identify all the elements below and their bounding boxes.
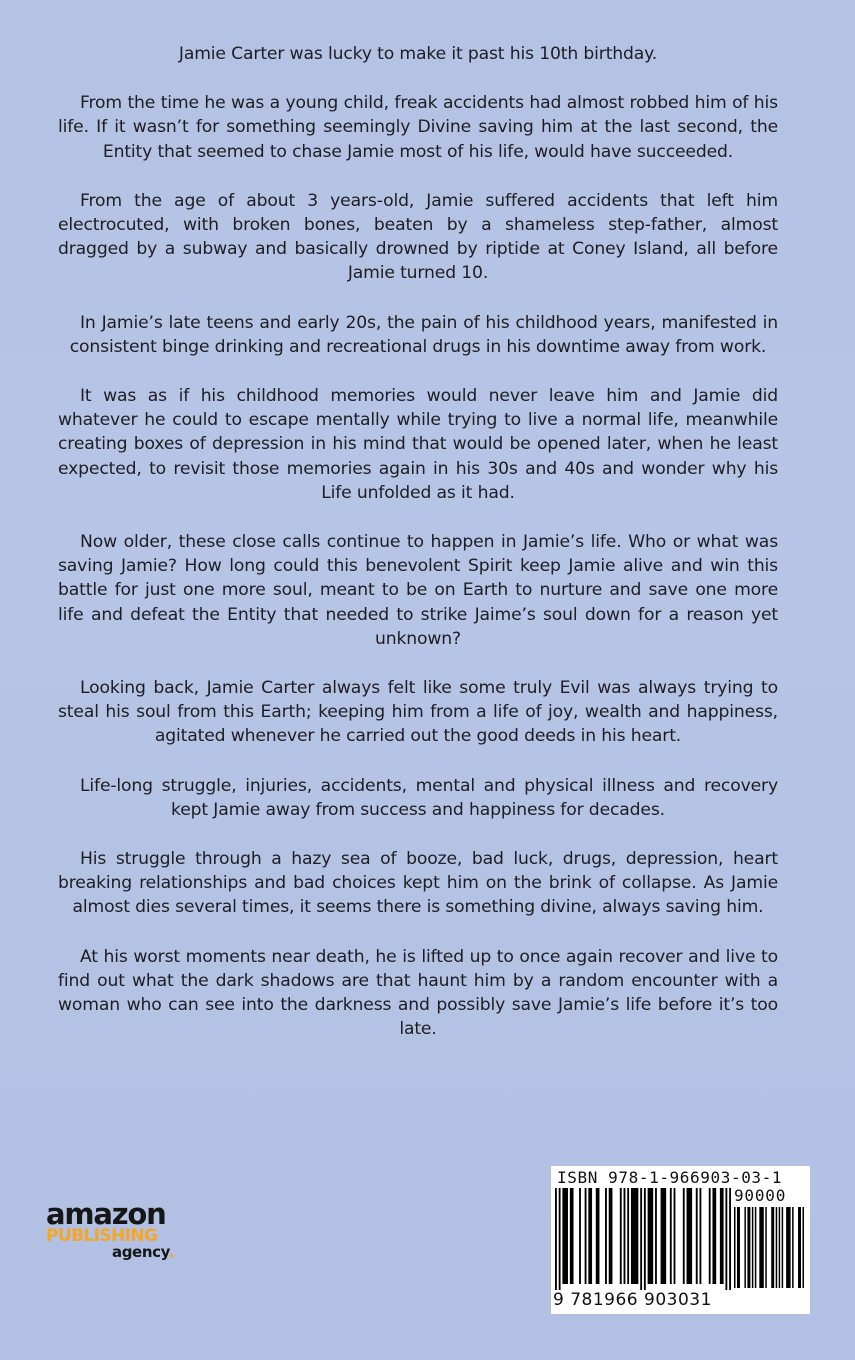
ean-bar	[624, 1188, 626, 1284]
addon-bar	[782, 1207, 783, 1288]
addon-bar	[747, 1207, 750, 1288]
blurb-paragraph: Looking back, Jamie Carter always felt like some truly Evil was always trying to steal his soul from this Earth; keeping him from a life of joy, wealth and happiness, agitated whenever he carried out the good deeds in his heart.	[58, 678, 778, 747]
addon-bar	[744, 1207, 745, 1288]
addon-bar	[776, 1207, 777, 1288]
addon-barcode-bars	[734, 1207, 804, 1288]
ean-bar	[683, 1188, 685, 1284]
ean-bar	[588, 1188, 592, 1284]
ean-bar	[596, 1188, 600, 1284]
publisher-logo-amazon: amazon	[46, 1197, 166, 1231]
ean-bar	[661, 1188, 667, 1284]
ean-bar	[640, 1188, 642, 1290]
addon-bar	[752, 1207, 753, 1288]
publisher-logo-publishing: PUBLISHING	[46, 1226, 158, 1246]
publisher-logo	[46, 1197, 196, 1261]
blurb-paragraph: From the time he was a young child, freak accidents had almost robbed him of his life. If it wasn’t for something seemingly Divine saving him at the last second, the Entity that seemed to chase Jamie most of his life, would have succeeded.	[58, 93, 778, 162]
ean-bar	[605, 1188, 607, 1284]
addon-bar	[798, 1207, 801, 1288]
ean-bar	[709, 1188, 711, 1284]
ean-bar	[655, 1188, 657, 1284]
barcode-digits: 9 781966 903031	[553, 1290, 712, 1310]
blurb-paragraph: Jamie Carter was lucky to make it past his 10th birthday.	[178, 44, 658, 64]
ean-bar	[562, 1188, 568, 1284]
addon-bar	[759, 1207, 763, 1288]
ean-bar	[570, 1188, 574, 1284]
publisher-logo-agency	[112, 1245, 196, 1260]
addon-bar	[734, 1207, 735, 1288]
blurb-paragraph: His struggle through a hazy sea of booze, bad luck, drugs, depression, heart breaking relationships and bad choices kept him on the brink of collapse. As Jamie almost dies several times, it seems there is something divine, always saving him.	[58, 849, 778, 918]
ean-bar	[687, 1188, 693, 1284]
blurb-paragraph: From the age of about 3 years-old, Jamie suffered accidents that left him electrocuted, with broken bones, beaten by a shameless step-father, almost dragged by a subway and basically drowned by riptide at Coney Island, all before Jamie turned 10.	[58, 190, 778, 284]
ean-barcode-bars	[555, 1188, 731, 1290]
addon-bar	[803, 1207, 804, 1288]
publisher-logo-dot: .	[168, 1243, 174, 1261]
ean-bar	[729, 1188, 731, 1290]
ean-bar	[674, 1188, 676, 1284]
addon-bar	[765, 1207, 766, 1288]
ean-bar	[644, 1188, 646, 1290]
ean-bar	[648, 1188, 654, 1284]
addon-bar	[792, 1207, 793, 1288]
isbn-barcode	[551, 1166, 810, 1314]
ean-bar	[559, 1188, 561, 1290]
blurb-paragraph: At his worst moments near death, he is lifted up to once again recover and live to find out what the dark shadows are that haunt him by a random encounter with a woman who can see into the darkness and possibly save Jamie’s life before it’s too late.	[58, 946, 778, 1040]
ean-bar	[631, 1188, 638, 1284]
ean-bar	[670, 1188, 672, 1284]
publisher-logo-agency-text: agency	[112, 1243, 169, 1261]
ean-bar	[712, 1188, 716, 1284]
blurb-paragraph: It was as if his childhood memories would never leave him and Jamie did whatever he could to escape mentally while trying to live a normal life, meanwhile creating boxes of depression in his mind that would be opened later, when he least expected, to revisit those memories again in his 30s and 40s and wonder why his Life unfolded as it had.	[58, 386, 778, 503]
ean-bar	[696, 1188, 698, 1284]
ean-bar	[720, 1188, 724, 1284]
addon-bar	[779, 1207, 780, 1288]
addon-bar	[786, 1207, 790, 1288]
blurb-paragraph: In Jamie’s late teens and early 20s, the pain of his childhood years, manifested in consistent binge drinking and recreational drugs in his downtime away from work.	[69, 312, 778, 357]
ean-bar	[725, 1188, 727, 1290]
blurb-paragraph: Life-long struggle, injuries, accidents, mental and physical illness and recovery kept Jamie away from success and happiness for decades.	[80, 775, 778, 820]
blurb-paragraph: Now older, these close calls continue to happen in Jamie’s life. Who or what was saving Jamie? How long could this benevolent Spirit keep Jamie alive and win this battle for just one more soul, meant to be on Earth to nurture and save one more life and defeat the Entity that needed to strike Jaime’s soul down for a reason yet unknown?	[58, 532, 778, 649]
ean-bar	[555, 1188, 557, 1290]
ean-bar	[700, 1188, 702, 1284]
addon-bar	[737, 1207, 740, 1288]
ean-bar	[579, 1188, 581, 1284]
ean-bar	[585, 1188, 587, 1284]
ean-bar	[620, 1188, 622, 1284]
addon-bar	[771, 1207, 774, 1288]
isbn-label: ISBN 978-1-966903-03-1	[557, 1168, 783, 1187]
ean-bar	[627, 1188, 629, 1284]
ean-bar	[609, 1188, 613, 1284]
addon-bar	[755, 1207, 756, 1288]
price-code-label: 90000	[734, 1186, 787, 1205]
back-cover-blurb	[58, 42, 778, 1067]
